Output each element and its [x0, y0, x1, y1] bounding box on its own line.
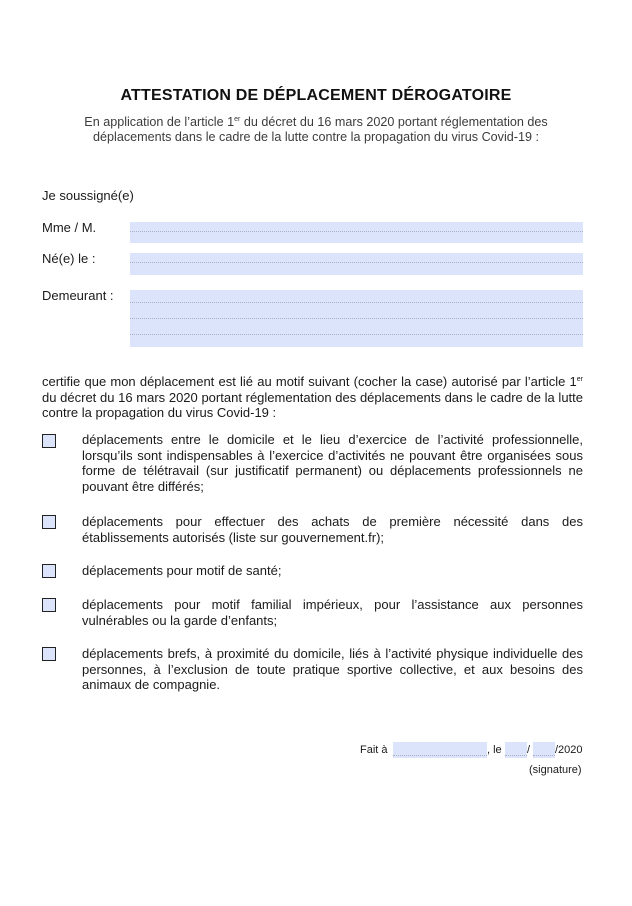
- name-field[interactable]: [130, 222, 583, 243]
- reason-checkbox-health[interactable]: [42, 564, 56, 578]
- subtitle-text: En application de l’article 1: [84, 115, 235, 129]
- address-field[interactable]: [130, 290, 583, 347]
- signature-label: (signature): [529, 764, 582, 776]
- birth-label: Né(e) le :: [42, 251, 96, 266]
- document-subtitle: [60, 112, 572, 145]
- field-dotted-line: [505, 755, 527, 756]
- reason-text-exercise: déplacements brefs, à proximité du domicile, liés à l’activité physique individuelle des personnes, à l’exclusion de toute pratique sportive collective, et aux besoins des animaux de compagnie.: [82, 646, 583, 692]
- field-dotted-line: [130, 334, 583, 335]
- address-label: Demeurant :: [42, 288, 114, 303]
- reason-text-shopping: déplacements pour effectuer des achats de première nécessité dans des établissements autorisés (liste sur gouvernement.fr);: [82, 514, 583, 545]
- place-field[interactable]: [393, 742, 487, 758]
- reason-checkbox-exercise[interactable]: [42, 647, 56, 661]
- field-dotted-line: [533, 755, 555, 756]
- date-label: , le: [487, 744, 502, 756]
- field-dotted-line: [130, 302, 583, 303]
- reason-text-family: déplacements pour motif familial impérieux, pour l’assistance aux personnes vulnérables ou la garde d’enfants;: [82, 597, 583, 628]
- place-label: Fait à: [360, 744, 388, 756]
- certify-paragraph: [42, 372, 583, 421]
- birth-date-field[interactable]: [130, 253, 583, 275]
- reason-checkbox-family[interactable]: [42, 598, 56, 612]
- field-dotted-line: [130, 318, 583, 319]
- month-field[interactable]: [533, 742, 555, 758]
- reason-text-work: déplacements entre le domicile et le lieu d’exercice de l’activité professionnelle, lorsqu’ils sont indispensables à l’exercice d’activités ne pouvant être organisées sous forme de télétravail (sur justificatif permanent) ou déplacements professionnels ne pouvant être différés;: [82, 432, 583, 494]
- year-text: /2020: [555, 744, 583, 756]
- intro-label: Je soussigné(e): [42, 188, 134, 203]
- document-title: ATTESTATION DE DÉPLACEMENT DÉROGATOIRE: [120, 87, 512, 104]
- subtitle-text-rest: du décret du 16 mars 2020 portant réglementation des déplacements dans le cadre de la lutte contre la propagation du virus Covid-19 :: [93, 115, 548, 144]
- field-dotted-line: [130, 231, 583, 232]
- certify-text-rest: du décret du 16 mars 2020 portant réglementation des déplacements dans le cadre de la lutte contre la propagation du virus Covid-19 :: [42, 389, 583, 420]
- name-label: Mme / M.: [42, 220, 97, 235]
- field-dotted-line: [393, 755, 487, 756]
- certify-text: certifie que mon déplacement est lié au motif suivant (cocher la case) autorisé par l’article 1: [42, 374, 577, 389]
- reason-checkbox-shopping[interactable]: [42, 515, 56, 529]
- certify-superscript: er: [576, 376, 583, 383]
- day-field[interactable]: [505, 742, 527, 758]
- reason-checkbox-work[interactable]: [42, 434, 56, 448]
- subtitle-superscript: er: [234, 116, 241, 123]
- field-dotted-line: [130, 262, 583, 263]
- date-separator: /: [527, 744, 531, 756]
- reason-text-health: déplacements pour motif de santé;: [82, 563, 282, 578]
